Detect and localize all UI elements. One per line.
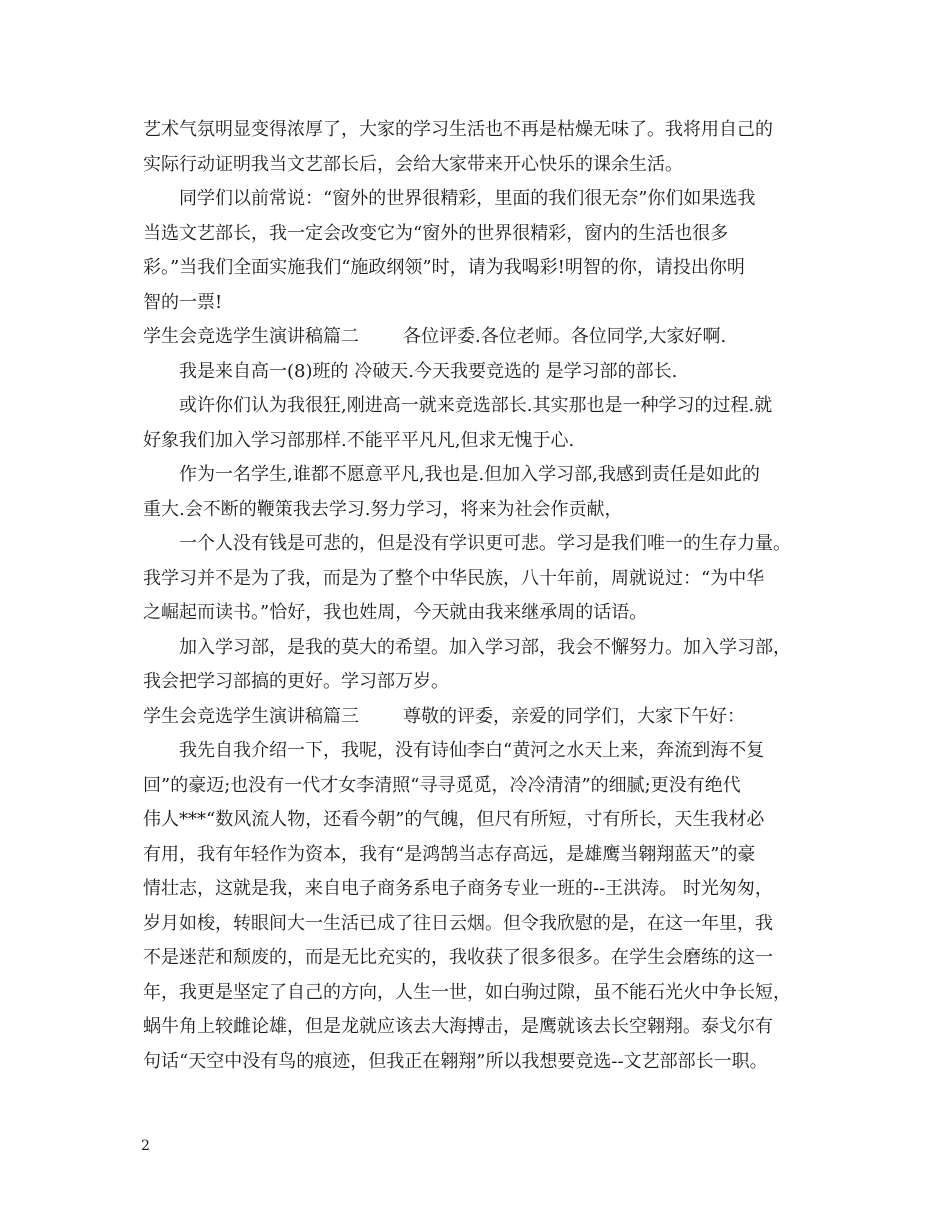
text-line: 一个人没有钱是可悲的，但是没有学识更可悲。学习是我们唯一的生存力量。 <box>179 533 791 554</box>
text-line: 我会把学习部搞的更好。学习部万岁。 <box>143 671 449 692</box>
text-line: 年，我更是坚定了自己的方向，人生一世，如白驹过隙，虽不能石光火中争长短， <box>143 981 791 1003</box>
text-line: 当选文艺部长，我一定会改变它为“窗外的世界很精彩，窗内的生活也很多 <box>143 222 729 244</box>
text-line: 重大.会不断的鞭策我去学习.努力学习，将来为社会作贡献， <box>143 498 623 520</box>
text-line: 我学习并不是为了我，而是为了整个中华民族，八十年前，周就说过：“为中华 <box>143 567 765 589</box>
text-line: 彩。”当我们全面实施我们“施政纲领”时，请为我喝彩!明智的你，请投出你明 <box>143 257 745 278</box>
text-line: 岁月如梭，转眼间大一生活已成了往日云烟。但令我欣慰的是，在这一年里，我 <box>143 912 773 934</box>
text-line: 回”的豪迈;也没有一代才女李清照“寻寻觅觅，冷冷清清”的细腻;更没有绝代 <box>143 774 741 796</box>
section-heading <box>143 320 823 355</box>
page-number: 2 <box>141 1138 150 1154</box>
section-greeting: 尊敬的评委，亲爱的同学们，大家下午好： <box>403 705 745 727</box>
text-line: 之崛起而读书。”恰好，我也姓周，今天就由我来继承周的话语。 <box>143 602 648 623</box>
text-line: 好象我们加入学习部那样.不能平平凡凡,但求无愧于心. <box>143 429 575 451</box>
text-line: 同学们以前常说：“窗外的世界很精彩，里面的我们很无奈”你们如果选我 <box>179 188 756 209</box>
text-line: 作为一名学生,谁都不愿意平凡,我也是.但加入学习部,我感到责任是如此的 <box>179 464 760 485</box>
document-body <box>143 113 823 1079</box>
text-line: 句话“天空中没有鸟的痕迹，但我正在翱翔”所以我想要竞选--文艺部部长一职。 <box>143 1050 768 1072</box>
text-line: 我是来自高一(8)班的 冷破天.今天我要竞选的 是学习部的部长. <box>179 360 678 382</box>
text-line: 艺术气氛明显变得浓厚了，大家的学习生活也不再是枯燥无味了。我将用自己的 <box>143 119 773 140</box>
text-line: 蜗牛角上较雌论雄，但是龙就应该去大海搏击，是鹰就该去长空翱翔。泰戈尔有 <box>143 1016 773 1037</box>
text-line: 情壮志，这就是我，来自电子商务系电子商务专业一班的--王洪涛。 时光匆匆， <box>143 878 773 899</box>
text-line: 实际行动证明我当文艺部长后，会给大家带来开心快乐的课余生活。 <box>143 153 683 175</box>
section-greeting: 各位评委.各位老师。各位同学,大家好啊. <box>403 326 727 347</box>
text-line: 加入学习部，是我的莫大的希望。加入学习部，我会不懈努力。加入学习部， <box>179 636 791 658</box>
text-line: 智的一票! <box>143 291 223 313</box>
text-line: 有用，我有年轻作为资本，我有“是鸿鹄当志存高远，是雄鹰当翱翔蓝天”的豪 <box>143 843 756 865</box>
section-title: 学生会竞选学生演讲稿篇二 <box>143 326 359 347</box>
text-line: 我先自我介绍一下，我呢，没有诗仙李白“黄河之水天上来，奔流到海不复 <box>179 740 765 761</box>
section-heading <box>143 700 823 735</box>
text-line: 不是迷茫和颓废的，而是无比充实的，我收获了很多很多。在学生会磨练的这一 <box>143 947 773 968</box>
text-line: 伟人***“数风流人物，还看今朝”的气魄，但尺有所短，寸有所长，天生我材必 <box>143 809 765 830</box>
section-title: 学生会竞选学生演讲稿篇三 <box>143 705 359 727</box>
text-line: 或许你们认为我很狂,刚进高一就来竞选部长.其实那也是一种学习的过程.就 <box>179 395 773 416</box>
